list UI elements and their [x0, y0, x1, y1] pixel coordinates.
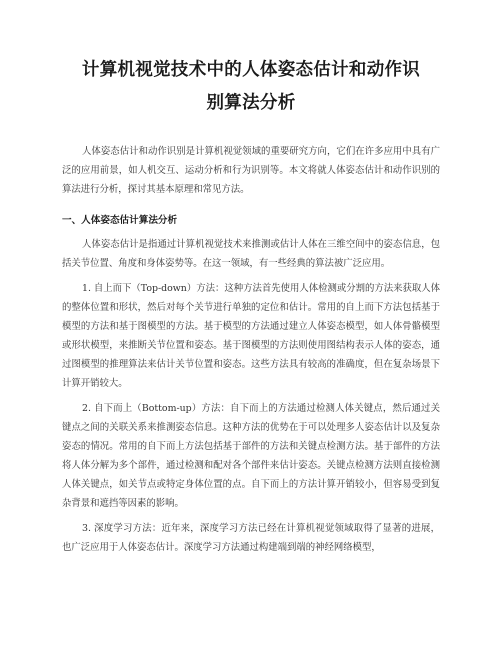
document-title	[62, 54, 440, 120]
method-top-down-paragraph: 1. 自上而下（Top-down）方法：这种方法首先使用人体检测或分割的方法来获取人体的整体位置和形状，然后对每个关节进行单独的定位和估计。常用的自上而下方法包括基于模型的方法和基于图模型的方法。基于模型的方法通过建立人体姿态模型，如人体骨骼模型或形状模型，来推断关节位置和姿态。基于图模型的方法则使用图结构表示人体的姿态，通过图模型的推理算法来估计关节位置和姿态。这些方法具有较高的准确度，但在复杂场景下计算开销较大。	[62, 283, 440, 389]
title-line-2: 别算法分析	[206, 93, 296, 113]
section1-intro-paragraph: 人体姿态估计是指通过计算机视觉技术来推测或估计人体在三维空间中的姿态信息，包括关节位置、角度和身体姿势等。在这一领域，有一些经典的算法被广泛应用。	[62, 239, 440, 269]
section-heading-pose-estimation: 一、人体姿态估计算法分析	[62, 215, 178, 226]
method-deep-learning-paragraph: 3. 深度学习方法：近年来，深度学习方法已经在计算机视觉领域取得了显著的进展，也广泛应用于人体姿态估计。深度学习方法通过构建端到端的神经网络模型，	[62, 523, 440, 553]
method-bottom-up-paragraph: 2. 自下而上（Bottom-up）方法：自下而上的方法通过检测人体关键点，然后通过关键点之间的关联关系来推测姿态信息。这种方法的优势在于可以处理多人姿态估计以及复杂姿态的情况。常用的自下而上方法包括基于部件的方法和关键点检测方法。基于部件的方法将人体分解为多个部件，通过检测和配对各个部件来估计姿态。关键点检测方法则直接检测人体关键点，如关节点或特定身体位置的点。自下而上的方法计算开销较小，但容易受到复杂背景和遮挡等因素的影响。	[62, 403, 440, 509]
title-line-1: 计算机视觉技术中的人体姿态估计和动作识	[81, 60, 421, 80]
intro-paragraph: 人体姿态估计和动作识别是计算机视觉领域的重要研究方向，它们在许多应用中具有广泛的应用前景，如人机交互、运动分析和行为识别等。本文将就人体姿态估计和动作识别的算法进行分析，探讨其基本原理和常见方法。	[62, 146, 440, 195]
